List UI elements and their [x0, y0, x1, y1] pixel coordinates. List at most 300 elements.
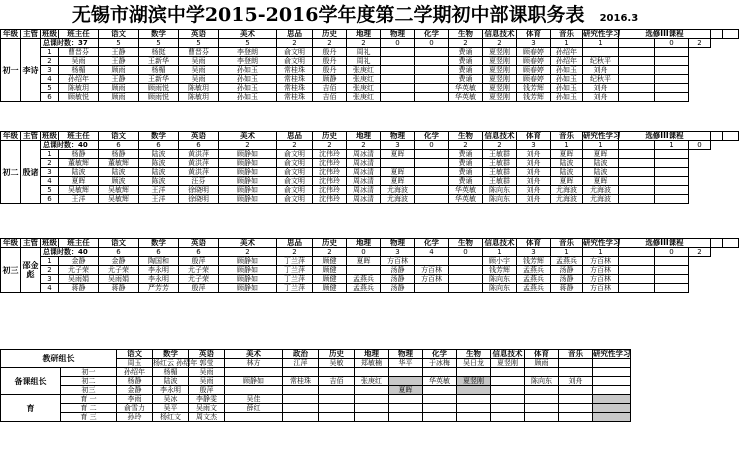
- teacher-cell: [381, 48, 415, 57]
- count-cell: 1: [583, 248, 619, 257]
- teacher-cell: 吴雨娟: [59, 275, 99, 284]
- header-subject: 物理: [381, 239, 415, 248]
- teacher-cell: 陈敏玥: [179, 93, 219, 102]
- count-cell: 2: [689, 248, 711, 257]
- count-cell: 2: [689, 39, 711, 48]
- header-subject: 历史: [313, 132, 347, 141]
- header-subject: 物理: [381, 132, 415, 141]
- header-subject: 地理: [347, 132, 381, 141]
- teacher-cell: 孙如玉: [551, 66, 583, 75]
- teacher-cell: [415, 150, 449, 159]
- prep-cell: 吴雨: [189, 368, 225, 377]
- teacher-cell: 陈敏玥: [179, 84, 219, 93]
- teacher-cell: 顾健: [313, 284, 347, 293]
- grade-label: 初一: [1, 39, 21, 102]
- teacher-cell: 王敏群: [483, 177, 517, 186]
- header-banzhuren: 班主任: [59, 239, 99, 248]
- prep-cell: 张庚红: [355, 377, 389, 386]
- count-cell: 0: [415, 141, 449, 150]
- teacher-cell: 顾波: [99, 177, 139, 186]
- prep-cell: 金静: [117, 386, 153, 395]
- teacher-cell: 张庚红: [347, 66, 381, 75]
- teacher-cell: 丁兰萍: [277, 275, 313, 284]
- table-row: [1, 275, 739, 284]
- teacher-cell: 夏竖刚: [483, 93, 517, 102]
- research-leader-cell: 吴日龙: [457, 359, 491, 368]
- table-row: [1, 195, 739, 204]
- teacher-cell: 顾静如: [219, 177, 277, 186]
- teacher-cell: 顾春婷: [517, 57, 551, 66]
- header-subject: 生物: [449, 132, 483, 141]
- prep-cell: [525, 386, 559, 395]
- teacher-cell: 王静: [99, 48, 139, 57]
- count-cell: 1: [551, 248, 583, 257]
- teacher-cell: [655, 75, 689, 84]
- count-cell: 2: [347, 39, 381, 48]
- teacher-cell: 顾静如: [219, 168, 277, 177]
- teacher-cell: 刘舟: [517, 150, 551, 159]
- teacher-cell: 陈波: [139, 177, 179, 186]
- teacher-cell: 吴敏辉: [99, 186, 139, 195]
- class-number: 5: [41, 84, 59, 93]
- count-cell: 2: [277, 39, 313, 48]
- teacher-cell: 刘舟: [583, 93, 619, 102]
- teacher-cell: 刘舟: [583, 84, 619, 93]
- teacher-cell: 夏晖: [381, 168, 415, 177]
- prep-grade: 初二: [61, 377, 117, 386]
- research-leader-cell: 华平: [389, 359, 423, 368]
- research-leader-cell: 吴敏: [319, 359, 355, 368]
- teacher-cell: 吴雨: [59, 57, 99, 66]
- teacher-cell: 孙如玉: [551, 75, 583, 84]
- teacher-cell: 尤海波: [551, 195, 583, 204]
- header-grade: 年级: [1, 239, 21, 248]
- teacher-cell: 吉佰: [313, 93, 347, 102]
- count-cell: 0: [689, 141, 711, 150]
- teacher-cell: [619, 57, 655, 66]
- extra-cell: 俞雪力: [117, 404, 153, 413]
- prep-grade: 初三: [61, 386, 117, 395]
- teacher-cell: 黄洪萍: [179, 168, 219, 177]
- teacher-cell: 方百林: [583, 266, 619, 275]
- teacher-cell: 汤静: [551, 275, 583, 284]
- footer-subject: 研究性学习: [593, 349, 631, 358]
- count-cell: 3: [381, 248, 415, 257]
- header-subject: 研究性学习: [583, 29, 621, 38]
- teacher-cell: 金静: [59, 257, 99, 266]
- teacher-cell: 俞文明: [277, 150, 313, 159]
- prep-cell: 陆波: [153, 377, 189, 386]
- teacher-cell: 孙如玉: [551, 93, 583, 102]
- teacher-cell: 俞文明: [277, 168, 313, 177]
- extra-cell: [283, 413, 319, 422]
- table-row: [1, 284, 739, 293]
- class-number: 5: [41, 186, 59, 195]
- leader-label: 殷诸: [21, 141, 41, 204]
- total-row: [1, 141, 739, 150]
- teacher-cell: 顾静如: [219, 257, 277, 266]
- teacher-cell: [619, 257, 655, 266]
- footer-subject: 体育: [525, 350, 559, 359]
- count-cell: 0: [381, 39, 415, 48]
- teacher-cell: 陈向东: [483, 186, 517, 195]
- teacher-cell: 夏晖: [583, 150, 619, 159]
- teacher-cell: [655, 266, 689, 275]
- extra-cell: [283, 395, 319, 404]
- class-number: 1: [41, 257, 59, 266]
- header-subject: 美术: [219, 30, 277, 39]
- teacher-cell: 夏晖: [59, 177, 99, 186]
- header-subject: 思品: [277, 30, 313, 39]
- count-cell: 1: [551, 39, 583, 48]
- teacher-cell: 顾小宇: [483, 257, 517, 266]
- header-subject: 思品: [277, 132, 313, 141]
- header-subject: 信息技术: [484, 29, 515, 38]
- teacher-cell: 蒋静: [59, 284, 99, 293]
- header-subject: 历史: [313, 30, 347, 39]
- count-cell: 3: [517, 39, 551, 48]
- prep-cell: 吴雨: [189, 377, 225, 386]
- teacher-cell: 董敏辉: [59, 159, 99, 168]
- footer-subject: 政治: [283, 350, 319, 359]
- table-row: [1, 75, 739, 84]
- header-subject: 选修III课程: [619, 30, 711, 39]
- teacher-cell: 吴雨: [179, 66, 219, 75]
- total-hours: 总课时数：37: [41, 39, 99, 48]
- teacher-cell: 王敏群: [483, 168, 517, 177]
- header-subject: 信息技术: [484, 131, 515, 140]
- prep-cell: 孙绍年: [117, 368, 153, 377]
- teacher-cell: 夏竖刚: [483, 48, 517, 57]
- count-cell: 5: [179, 39, 219, 48]
- extra-cell: [525, 404, 559, 413]
- header-subject: 化学: [415, 132, 449, 141]
- teacher-cell: 周礼: [347, 57, 381, 66]
- count-cell: 1: [583, 141, 619, 150]
- header-row: [1, 132, 739, 141]
- prep-row: [1, 368, 631, 377]
- teacher-cell: [655, 177, 689, 186]
- teacher-cell: [415, 177, 449, 186]
- teacher-cell: 吴雨: [179, 57, 219, 66]
- teacher-cell: [381, 57, 415, 66]
- footer-subject: 地理: [355, 350, 389, 359]
- teacher-cell: 尤子荣: [179, 275, 219, 284]
- header-subject: 音乐: [551, 30, 583, 39]
- teacher-cell: 尤海波: [381, 186, 415, 195]
- extra-cell: [457, 404, 491, 413]
- prep-cell: 夏晖: [389, 386, 423, 395]
- footer-header-row: [1, 350, 631, 359]
- prep-cell: [319, 386, 355, 395]
- teacher-cell: 顾雨悦: [139, 84, 179, 93]
- teacher-cell: 王新华: [139, 57, 179, 66]
- count-cell: 6: [139, 248, 179, 257]
- count-cell: 4: [415, 248, 449, 257]
- teacher-cell: 王洋: [59, 195, 99, 204]
- prep-cell: [491, 377, 525, 386]
- header-blank: [711, 239, 723, 248]
- header-subject: 美术: [219, 132, 277, 141]
- teacher-cell: 尤子荣: [179, 266, 219, 275]
- teacher-cell: 费诵: [449, 150, 483, 159]
- extra-cell: [491, 395, 525, 404]
- count-cell: 2: [313, 39, 347, 48]
- teacher-cell: 方百林: [415, 275, 449, 284]
- teacher-cell: [415, 57, 449, 66]
- schedule-table-2: [0, 131, 739, 204]
- teacher-cell: 夏晖: [347, 257, 381, 266]
- header-subject: 思品: [277, 239, 313, 248]
- header-subject: 化学: [415, 239, 449, 248]
- teacher-cell: 沈伟玲: [313, 159, 347, 168]
- count-cell: 2: [483, 39, 517, 48]
- teacher-cell: [619, 284, 655, 293]
- class-number: 3: [41, 275, 59, 284]
- teacher-cell: [381, 75, 415, 84]
- teacher-cell: [381, 66, 415, 75]
- teacher-cell: [655, 186, 689, 195]
- teacher-cell: 殷萍: [179, 284, 219, 293]
- class-number: 2: [41, 266, 59, 275]
- extra-cell: [355, 404, 389, 413]
- teacher-cell: 夏晖: [583, 177, 619, 186]
- extra-cell: 吴雨文: [189, 404, 225, 413]
- title-text: 无锡市湖滨中学2015-2016学年度第二学期初中部课职务表: [71, 4, 585, 26]
- teacher-cell: 丁兰萍: [277, 266, 313, 275]
- footer-subject: 生物: [457, 350, 491, 359]
- research-leader-cell: 周玉: [117, 359, 153, 368]
- prep-cell: [593, 368, 631, 377]
- header-class: 班级: [42, 131, 57, 140]
- count-cell: 2: [313, 248, 347, 257]
- teacher-cell: 钱芳辉: [517, 84, 551, 93]
- teacher-cell: 丁兰萍: [277, 284, 313, 293]
- teacher-cell: 费诵: [449, 66, 483, 75]
- teacher-cell: 费诵: [449, 159, 483, 168]
- teacher-cell: 王新华: [139, 75, 179, 84]
- extra-cell: [457, 413, 491, 422]
- teacher-cell: 徐晓明: [179, 195, 219, 204]
- extra-cell: [559, 413, 593, 422]
- teacher-cell: 孙绍年: [59, 75, 99, 84]
- extra-cell: [491, 404, 525, 413]
- extra-cell: [283, 404, 319, 413]
- teacher-cell: 夏晖: [381, 150, 415, 159]
- table-row: [1, 84, 739, 93]
- prep-cell: 刘舟: [559, 377, 593, 386]
- teacher-cell: [381, 84, 415, 93]
- teacher-cell: 夏晖: [551, 177, 583, 186]
- extra-cell: 李静雯: [189, 395, 225, 404]
- extra-row: [1, 413, 631, 422]
- class-number: 4: [41, 177, 59, 186]
- extra-cell: 吴平: [153, 404, 189, 413]
- teacher-cell: 周冰清: [347, 150, 381, 159]
- teacher-cell: 汤静: [381, 266, 415, 275]
- teacher-cell: 沈伟玲: [313, 186, 347, 195]
- teacher-cell: 尤海波: [583, 186, 619, 195]
- extra-cell: [593, 413, 631, 422]
- teacher-cell: 沈伟玲: [313, 150, 347, 159]
- header-banzhuren: 班主任: [59, 132, 99, 141]
- teacher-cell: 孙如玉: [219, 93, 277, 102]
- total-hours: 总课时数：40: [41, 248, 99, 257]
- teacher-cell: 王洋: [139, 195, 179, 204]
- prep-cell: [225, 386, 283, 395]
- teacher-cell: [655, 195, 689, 204]
- teacher-cell: 张庚红: [347, 75, 381, 84]
- teacher-cell: 刘舟: [517, 177, 551, 186]
- count-cell: 6: [99, 248, 139, 257]
- teacher-cell: 陆波: [551, 159, 583, 168]
- class-number: 2: [41, 57, 59, 66]
- teacher-cell: 孙如玉: [219, 84, 277, 93]
- class-number: 6: [41, 195, 59, 204]
- teacher-cell: [449, 266, 483, 275]
- teacher-cell: 费诵: [449, 75, 483, 84]
- header-blank: [723, 132, 739, 141]
- table-row: [1, 66, 739, 75]
- teacher-cell: 刘舟: [517, 186, 551, 195]
- teacher-cell: [619, 93, 655, 102]
- teacher-cell: 吴敏辉: [59, 186, 99, 195]
- table-row: [1, 257, 739, 266]
- schedule-table-1: [0, 29, 739, 102]
- extra-grade: 育 三: [61, 413, 117, 422]
- table-row: [1, 159, 739, 168]
- table-row: [1, 48, 739, 57]
- class-number: 3: [41, 66, 59, 75]
- teacher-cell: 尤子荣: [59, 266, 99, 275]
- research-leader-cell: 郑敏楠: [355, 359, 389, 368]
- teacher-cell: 顾静如: [219, 186, 277, 195]
- footer-subject: 语文: [117, 350, 153, 359]
- teacher-cell: [449, 284, 483, 293]
- header-subject: 数学: [139, 30, 179, 39]
- table-row: [1, 168, 739, 177]
- teacher-cell: [619, 168, 655, 177]
- header-subject: 研究性学习: [583, 238, 621, 247]
- teacher-cell: 方百林: [583, 275, 619, 284]
- teacher-cell: 陈向东: [483, 284, 517, 293]
- teacher-cell: 顾敏悦: [59, 93, 99, 102]
- teacher-cell: 孙绍年: [551, 57, 583, 66]
- teacher-cell: 董敏辉: [99, 159, 139, 168]
- count-cell: 0: [655, 248, 689, 257]
- extra-cell: 吴佳: [225, 395, 283, 404]
- teacher-cell: [619, 150, 655, 159]
- teacher-cell: 尤海波: [583, 195, 619, 204]
- teacher-cell: 俞文明: [277, 177, 313, 186]
- teacher-cell: [449, 275, 483, 284]
- header-row: [1, 30, 739, 39]
- teacher-cell: [415, 48, 449, 57]
- teacher-cell: 夏晖: [551, 150, 583, 159]
- extra-cell: 吴冰: [153, 395, 189, 404]
- header-head-teacher: 主管: [21, 30, 41, 39]
- teacher-cell: 孟燕兵: [517, 284, 551, 293]
- teacher-cell: 顾健: [313, 266, 347, 275]
- teacher-cell: 金静: [99, 257, 139, 266]
- teacher-cell: 华英敏: [449, 93, 483, 102]
- count-cell: 2: [313, 141, 347, 150]
- teacher-cell: 周礼: [347, 48, 381, 57]
- teacher-cell: 顾春婷: [517, 66, 551, 75]
- extra-cell: [559, 404, 593, 413]
- header-subject: 物理: [381, 30, 415, 39]
- teacher-cell: 周冰清: [347, 159, 381, 168]
- extra-cell: [319, 404, 355, 413]
- prep-cell: [225, 368, 283, 377]
- teacher-cell: 顾健: [313, 275, 347, 284]
- prep-cell: [457, 386, 491, 395]
- extra-cell: [355, 395, 389, 404]
- extra-cell: [389, 413, 423, 422]
- header-subject: 语文: [99, 30, 139, 39]
- leader-label: 邵金彪: [21, 248, 41, 293]
- teacher-cell: 张庚红: [347, 84, 381, 93]
- teacher-cell: [347, 266, 381, 275]
- teacher-cell: 曹晋芬: [179, 48, 219, 57]
- teacher-cell: 李永明: [139, 275, 179, 284]
- header-blank: [723, 239, 739, 248]
- teacher-cell: 陆波: [59, 168, 99, 177]
- header-subject: 语文: [99, 132, 139, 141]
- teacher-cell: 俞文明: [277, 57, 313, 66]
- teacher-cell: 蒋静: [551, 284, 583, 293]
- teacher-cell: [415, 84, 449, 93]
- header-subject: 生物: [449, 30, 483, 39]
- extra-cell: [593, 404, 631, 413]
- teacher-cell: [619, 195, 655, 204]
- header-head-teacher: 主管: [21, 239, 41, 248]
- teacher-cell: 俞文明: [277, 48, 313, 57]
- teacher-cell: 王敏群: [483, 150, 517, 159]
- teacher-cell: 陆波: [583, 168, 619, 177]
- grade-label: 初三: [1, 248, 21, 293]
- total-hours: 总课时数：40: [41, 141, 99, 150]
- research-leader-cell: [559, 359, 593, 368]
- header-subject: 美术: [219, 239, 277, 248]
- teacher-cell: 尤海波: [551, 186, 583, 195]
- prep-cell: [457, 368, 491, 377]
- teacher-cell: 钱芳辉: [517, 93, 551, 102]
- teacher-cell: 汪芬: [179, 177, 219, 186]
- teacher-cell: 王静: [99, 57, 139, 66]
- header-subject: 选修III课程: [619, 132, 711, 141]
- count-cell: 0: [347, 248, 381, 257]
- prep-cell: 殷萍: [189, 386, 225, 395]
- extra-cell: 周文杰: [189, 413, 225, 422]
- teacher-cell: 王洋: [139, 186, 179, 195]
- teacher-cell: 孙如玉: [219, 66, 277, 75]
- teacher-cell: [381, 159, 415, 168]
- teacher-cell: 常桂珠: [277, 66, 313, 75]
- teacher-cell: [655, 48, 689, 57]
- prep-cell: [593, 386, 631, 395]
- extra-cell: [225, 413, 283, 422]
- count-cell: 6: [99, 141, 139, 150]
- teacher-cell: 李永明: [139, 266, 179, 275]
- prep-cell: 顾静如: [225, 377, 283, 386]
- count-cell: [619, 39, 655, 48]
- header-subject: 生物: [449, 239, 483, 248]
- teacher-cell: [655, 150, 689, 159]
- teacher-cell: 顾雨: [99, 66, 139, 75]
- research-leader-cell: [593, 359, 631, 368]
- class-number: 4: [41, 75, 59, 84]
